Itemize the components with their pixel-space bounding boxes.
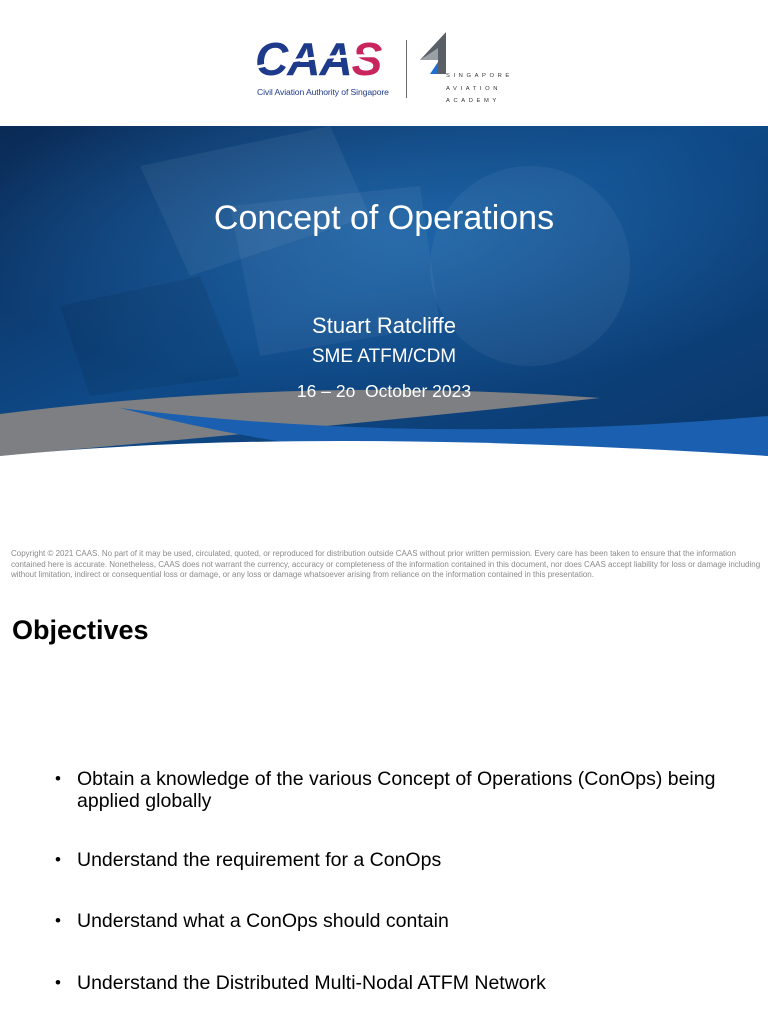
bullet-icon: • bbox=[55, 973, 61, 992]
academy-line: ACADEMY bbox=[446, 98, 500, 104]
caas-subtitle: Civil Aviation Authority of Singapore bbox=[257, 87, 389, 97]
slide-title: Concept of Operations bbox=[213, 199, 555, 237]
list-item-text: Understand what a ConOps should contain bbox=[77, 910, 449, 932]
title-banner bbox=[0, 126, 768, 490]
list-item-text: Obtain a knowledge of the various Concept of Operations (ConOps) being applied globally bbox=[77, 768, 716, 812]
academy-mark-icon bbox=[416, 30, 452, 74]
presenter-name: Stuart Ratcliffe bbox=[312, 313, 456, 338]
list-item-text: Understand the Distributed Multi-Nodal ATFM Network bbox=[77, 972, 546, 994]
bullet-icon: • bbox=[55, 911, 61, 930]
objectives-heading: Objectives bbox=[12, 615, 149, 645]
caas-wordmark-text-main: CAA bbox=[255, 34, 352, 85]
academy-name bbox=[446, 70, 526, 108]
bullet-icon: • bbox=[55, 850, 61, 869]
svg-text:CAAS: CAAS bbox=[255, 34, 382, 85]
presenter-role: SME ATFM/CDM bbox=[311, 346, 457, 367]
caas-logo bbox=[255, 34, 405, 104]
copyright-notice: Copyright © 2021 CAAS. No part of it may be used, circulated, quoted, or reproduced for distribution outside CAAS without prior written permission. Every care has been taken to ensure that the information contained here is accurate. Nonetheless, CAAS does not warrant the currency, accuracy or completeness of the information contained in this document, nor does CAAS accept liability for loss or damage including without limitation, indirect or consequential loss or damage, or any loss or damage whatsoever arising from reliance on the information contained in this presentation. bbox=[11, 549, 761, 580]
caas-wordmark bbox=[255, 34, 395, 86]
logo-bar bbox=[0, 0, 768, 126]
bullet-icon: • bbox=[55, 769, 61, 788]
event-date: 16 – 2o October 2023 bbox=[296, 381, 472, 401]
academy-line: SINGAPORE bbox=[446, 73, 513, 79]
list-item-text: Understand the requirement for a ConOps bbox=[77, 849, 442, 871]
banner-background bbox=[0, 126, 768, 490]
logo-divider bbox=[406, 40, 407, 98]
academy-line: AVIATION bbox=[446, 85, 501, 92]
